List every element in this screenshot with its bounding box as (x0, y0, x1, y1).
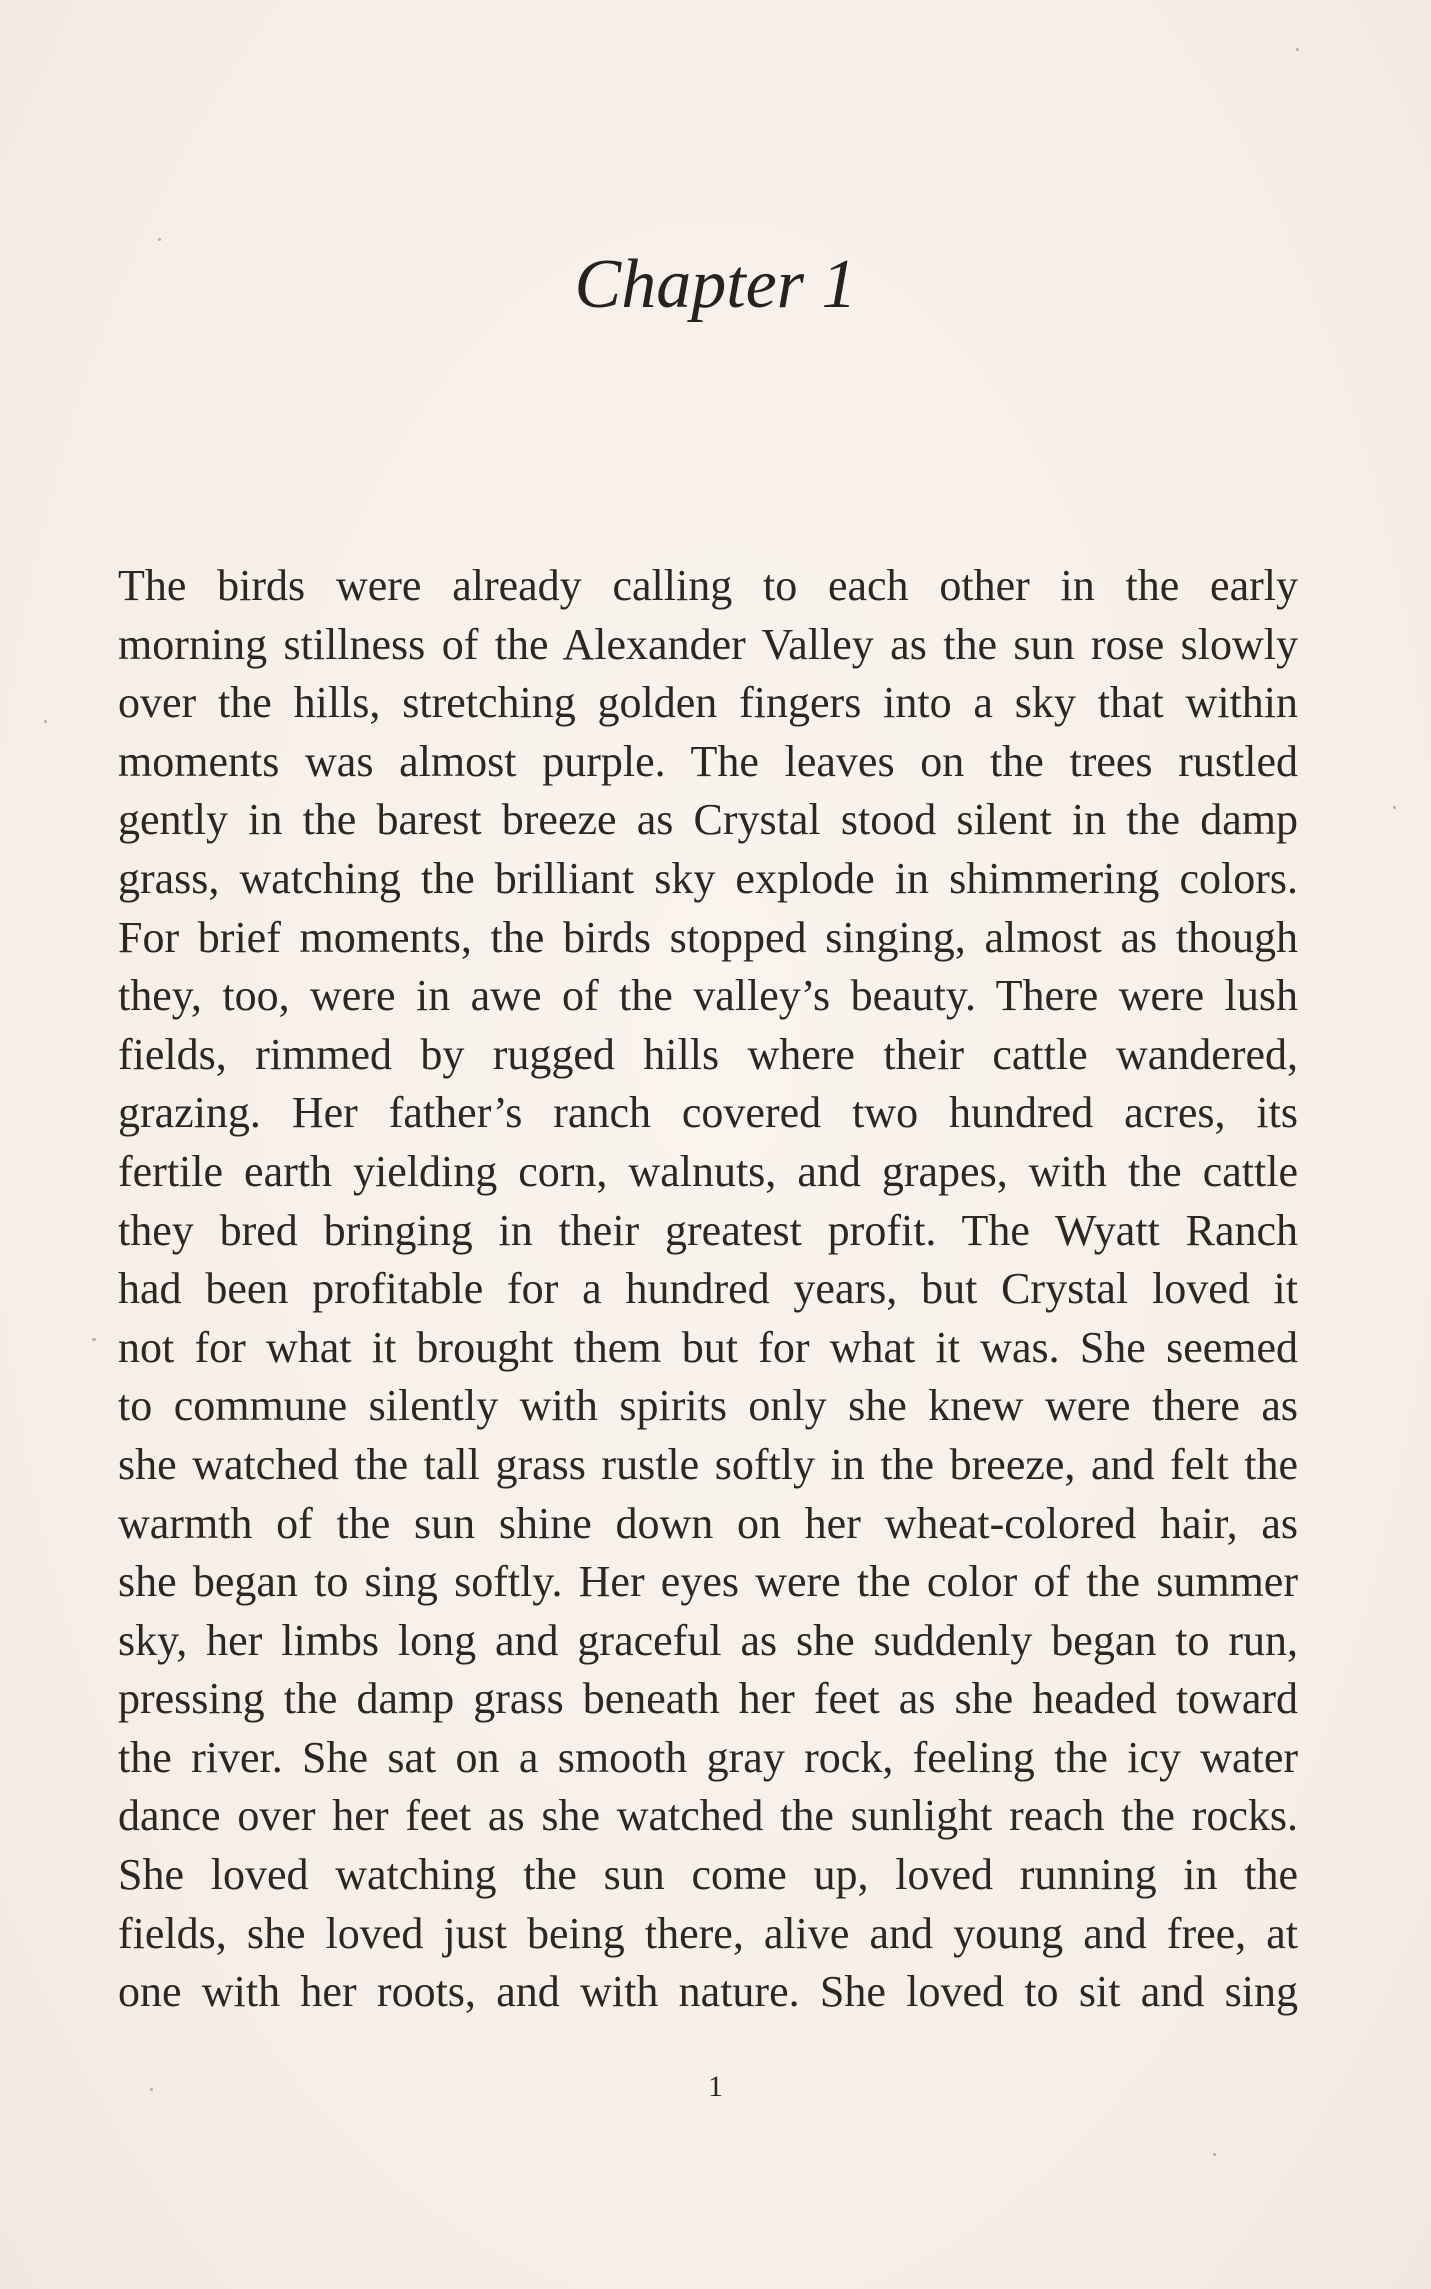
text-line: sky, her limbs long and graceful as she suddenly began to run, (118, 1615, 1298, 1665)
text-line: moments was almost purple. The leaves on the trees rustled (118, 736, 1298, 786)
text-line: She loved watching the sun come up, loved running in the (118, 1850, 1298, 1900)
text-line: fields, rimmed by rugged hills where their cattle wandered, (118, 1029, 1298, 1079)
paper-speck (1296, 48, 1299, 51)
chapter-title: Chapter 1 (574, 246, 857, 323)
paper-speck (44, 720, 47, 723)
body-text (118, 557, 1298, 2022)
text-line: one with her roots, and with nature. She loved to sit and sing (118, 1967, 1298, 2017)
paper-speck (92, 1338, 96, 1341)
paper-speck (158, 238, 161, 241)
text-line: fertile earth yielding corn, walnuts, and grapes, with the cattle (118, 1146, 1298, 1196)
text-line: grazing. Her father’s ranch covered two hundred acres, its (118, 1088, 1298, 1138)
text-line: fields, she loved just being there, alive and young and free, at (118, 1908, 1298, 1958)
text-line: the river. She sat on a smooth gray rock, feeling the icy water (118, 1732, 1298, 1782)
text-line: pressing the damp grass beneath her feet as she headed toward (118, 1674, 1298, 1724)
text-line: she began to sing softly. Her eyes were the color of the summer (118, 1557, 1298, 1607)
text-line: The birds were already calling to each other in the early (118, 561, 1298, 610)
text-line: For brief moments, the birds stopped singing, almost as though (118, 912, 1298, 962)
text-line: dance over her feet as she watched the sunlight reach the rocks. (118, 1791, 1298, 1841)
text-line: warmth of the sun shine down on her wheat-colored hair, as (118, 1498, 1298, 1548)
text-line: to commune silently with spirits only she knew were there as (118, 1381, 1298, 1431)
page-number: 1 (708, 2070, 723, 2103)
text-line: they bred bringing in their greatest profit. The Wyatt Ranch (118, 1205, 1298, 1255)
text-line: morning stillness of the Alexander Valley as the sun rose slowly (118, 619, 1298, 669)
paper-speck (1393, 806, 1396, 809)
paper-speck (1213, 2153, 1216, 2156)
text-line: they, too, were in awe of the valley’s beauty. There were lush (118, 971, 1298, 1021)
text-line: had been profitable for a hundred years, but Crystal loved it (118, 1264, 1298, 1314)
text-line: grass, watching the brilliant sky explode in shimmering colors. (118, 853, 1298, 903)
text-line: over the hills, stretching golden fingers into a sky that within (118, 678, 1298, 728)
text-line: she watched the tall grass rustle softly in the breeze, and felt the (118, 1439, 1298, 1489)
text-line: not for what it brought them but for what it was. She seemed (118, 1322, 1298, 1372)
text-line: gently in the barest breeze as Crystal stood silent in the damp (118, 795, 1298, 845)
paper-speck (150, 2088, 153, 2091)
